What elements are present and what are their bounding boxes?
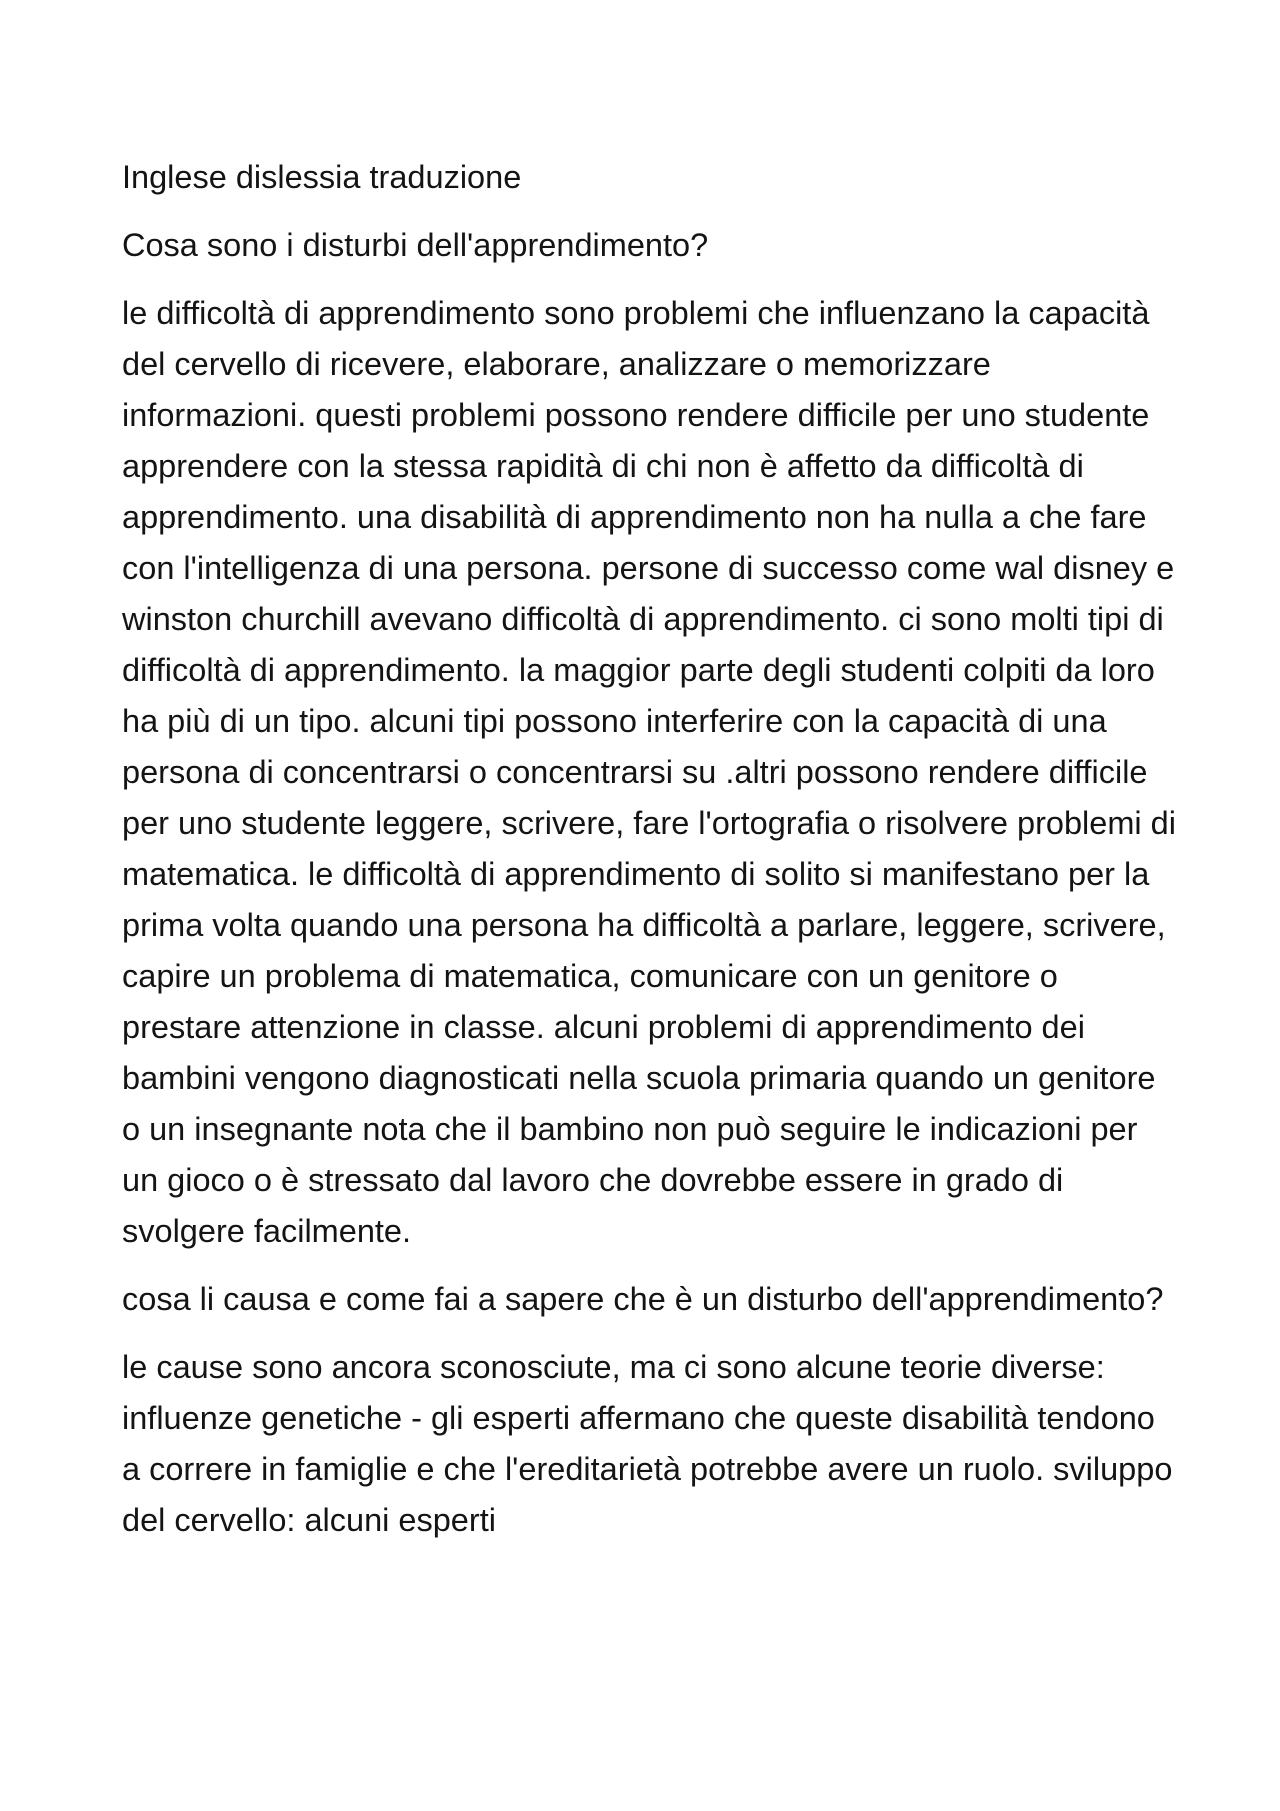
body-paragraph-2: le cause sono ancora sconosciute, ma ci sono alcune teorie diverse: influenze genetiche - gli esperti affermano che queste disabilità tendono a correre in famiglie e che l'ereditarietà potrebbe avere un ruolo. sviluppo del cervello: alcuni esperti bbox=[122, 1349, 1173, 1538]
question-heading-1: Cosa sono i disturbi dell'apprendimento? bbox=[122, 227, 709, 263]
body-paragraph-1: le difficoltà di apprendimento sono problemi che influenzano la capacità del cervello di ricevere, elaborare, analizzare o memorizzare informazioni. questi problemi possono rendere difficile per uno studente apprendere con la stessa rapidità di chi non è affetto da difficoltà di apprendimento. una disabilità di apprendimento non ha nulla a che fare con l'intelligenza di una persona. persone di successo come wal disney e winston churchill avevano difficoltà di apprendimento. ci sono molti tipi di difficoltà di apprendimento. la maggior parte degli studenti colpiti da loro ha più di un tipo. alcuni tipi possono interferire con la capacità di una persona di concentrarsi o concentrarsi su .altri possono rendere difficile per uno studente leggere, scrivere, fare l'ortografia o risolvere problemi di matematica. le difficoltà di apprendimento di solito si manifestano per la prima volta quando una persona ha difficoltà a parlare, leggere, scrivere, capire un problema di matematica, comunicare con un genitore o prestare attenzione in classe. alcuni problemi di apprendimento dei bambini vengono diagnosticati nella scuola primaria quando un genitore o un insegnante nota che il bambino non può seguire le indicazioni per un gioco o è stressato dal lavoro che dovrebbe essere in grado di svolgere facilmente. bbox=[122, 295, 1176, 1249]
question-heading-2: cosa li causa e come fai a sapere che è un disturbo dell'apprendimento? bbox=[122, 1281, 1164, 1317]
document-title: Inglese dislessia traduzione bbox=[122, 159, 522, 195]
document-body bbox=[122, 152, 1177, 1563]
